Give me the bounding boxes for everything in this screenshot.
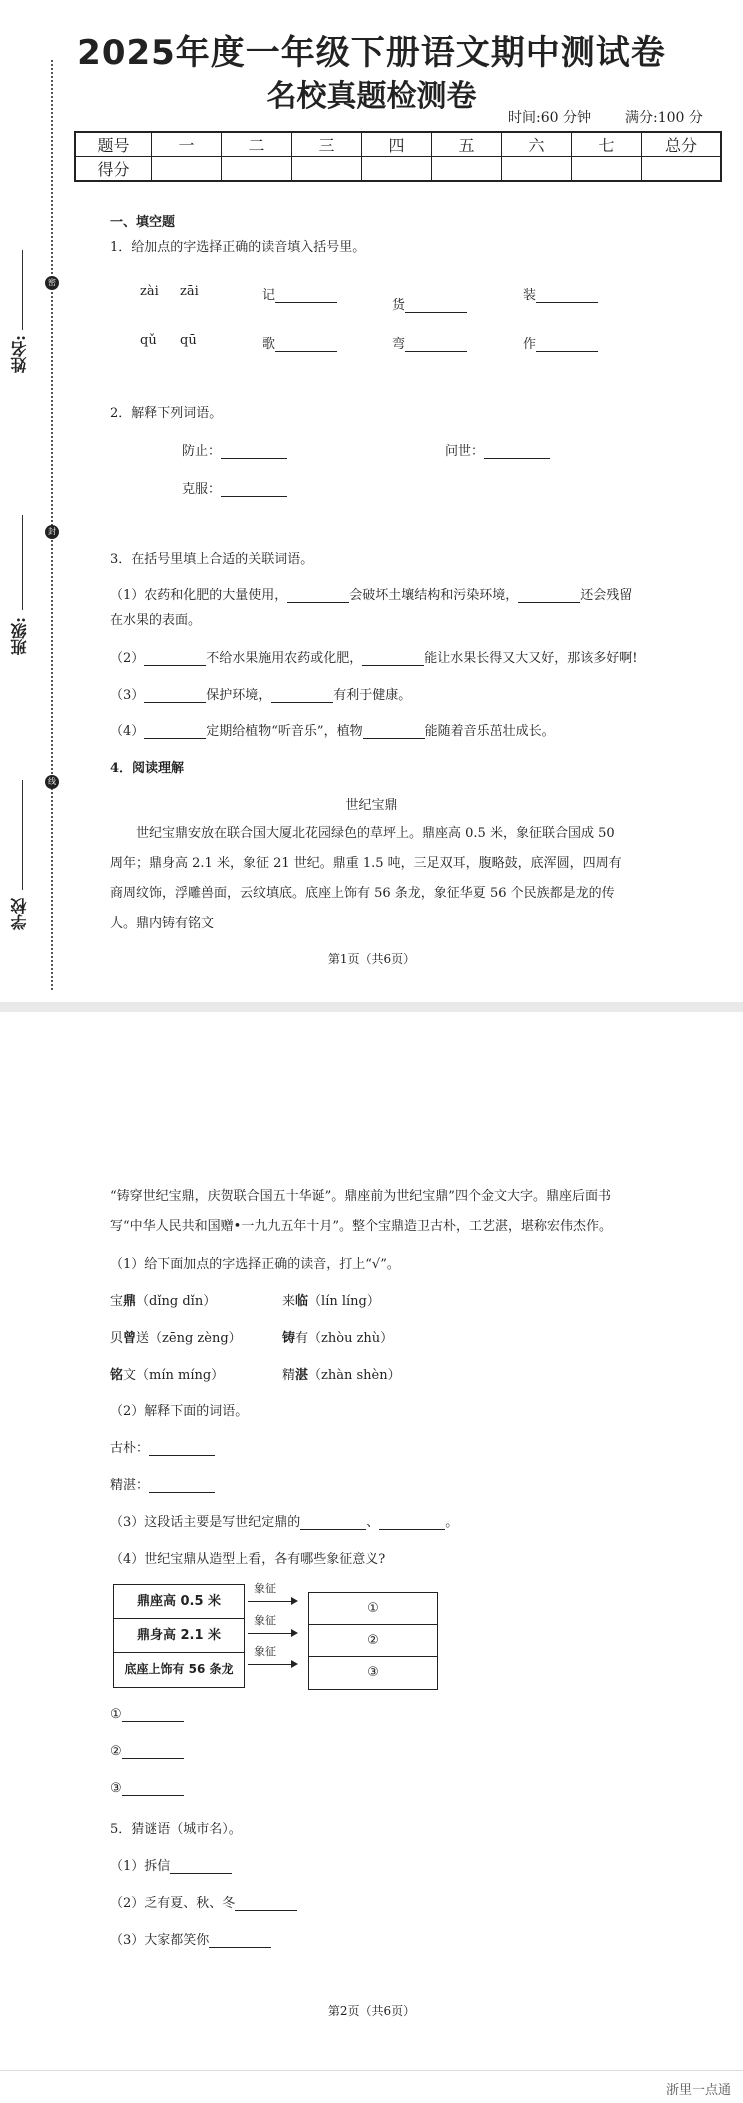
- reading-option: [110, 1327, 242, 1346]
- word: 歌: [262, 337, 276, 352]
- score-input-cell[interactable]: [222, 157, 292, 182]
- page-number: 第2页（共6页）: [327, 2004, 416, 2018]
- diagram-answer-slot[interactable]: ②: [309, 1625, 437, 1657]
- pinyin-choices[interactable]: （lín líng）: [308, 1294, 380, 1309]
- fill-item: [262, 333, 337, 352]
- seal-mark-mi: 密: [45, 276, 59, 290]
- diagram-right-box: [308, 1592, 438, 1690]
- answer-line: [110, 1781, 184, 1796]
- passage-continued: “铸穿世纪宝鼎，庆贺联合国五十华诞”。鼎座前为世纪宝鼎”四个金文大字。鼎座后面书写“中华人民共和国赠•一九九五年十月”。整个宝鼎造卫古朴，工艺湛，堪称宏伟杰作。: [110, 1189, 612, 1234]
- answer-blank[interactable]: [144, 665, 206, 666]
- fill-item: [110, 1437, 215, 1456]
- score-cell: 二: [222, 132, 292, 157]
- section-heading: 一、填空题: [110, 215, 176, 230]
- question-2: 2．解释下列词语。: [110, 406, 223, 421]
- sub-question-3: [110, 1511, 458, 1530]
- word: 装: [523, 288, 537, 303]
- footer-bar: [0, 2070, 743, 2103]
- score-cell: 四: [362, 132, 432, 157]
- dotted-char: 铭: [110, 1368, 124, 1383]
- text: （3）这段话主要是写世纪定鼎的: [110, 1515, 301, 1530]
- arrow-label: 象征: [254, 1645, 276, 1658]
- answer-blank[interactable]: [536, 351, 598, 352]
- text: （2）乏有夏、秋、冬: [110, 1896, 236, 1911]
- reading-option: [282, 1327, 393, 1346]
- brand-watermark: 浙里一点通: [665, 2083, 731, 2098]
- score-cell: 七: [572, 132, 642, 157]
- score-table-score-row: [75, 157, 721, 182]
- score-input-cell[interactable]: [152, 157, 222, 182]
- page-2: [0, 1012, 743, 2070]
- q3-item-4: [110, 720, 555, 739]
- fill-item: [523, 284, 598, 303]
- word: 弯: [392, 337, 406, 352]
- seal-sidebar: [0, 0, 70, 1002]
- word: 防止：: [182, 444, 222, 459]
- answer-blank[interactable]: [518, 602, 580, 603]
- score-cell: 六: [502, 132, 572, 157]
- score-input-cell[interactable]: [292, 157, 362, 182]
- class-line: [22, 515, 24, 610]
- text: （2）: [110, 651, 145, 666]
- seal-mark-feng: 封: [45, 525, 59, 539]
- dotted-char: 临: [295, 1294, 309, 1309]
- class-label: 班级:: [10, 617, 29, 655]
- fill-item: [392, 333, 467, 352]
- pinyin-choices[interactable]: 送（zēng zèng）: [136, 1331, 242, 1346]
- answer-blank[interactable]: [536, 302, 598, 303]
- answer-blank[interactable]: [149, 1492, 215, 1493]
- text: 贝: [110, 1331, 124, 1346]
- text: 精: [282, 1368, 296, 1383]
- riddle-item: [110, 1892, 297, 1911]
- sub-question-2: （2）解释下面的词语。: [110, 1404, 249, 1419]
- q3-item-2: [110, 647, 638, 666]
- answer-blank[interactable]: [221, 458, 287, 459]
- pinyin-option: qū: [180, 333, 197, 348]
- fill-item: [392, 294, 467, 313]
- score-cell: 题号: [75, 132, 152, 157]
- passage-title: 世纪宝鼎: [345, 798, 398, 813]
- answer-blank[interactable]: [362, 665, 424, 666]
- fill-item: [110, 1474, 215, 1493]
- score-input-cell[interactable]: [432, 157, 502, 182]
- q3-item-1-cont: 在水果的表面。: [110, 613, 202, 628]
- text: 有利于健康。: [333, 688, 412, 703]
- fill-item: [182, 440, 287, 459]
- answer-blank[interactable]: [122, 1721, 184, 1722]
- fill-item: [445, 440, 550, 459]
- arrow-icon: [248, 1664, 296, 1665]
- answer-blank[interactable]: [170, 1873, 232, 1874]
- answer-blank[interactable]: [300, 1529, 366, 1530]
- sub-question-1: （1）给下面加点的字选择正确的读音，打上“√”。: [110, 1257, 400, 1272]
- answer-blank[interactable]: [275, 351, 337, 352]
- answer-blank[interactable]: [221, 496, 287, 497]
- marker: ②: [110, 1744, 122, 1759]
- diagram-answer-slot[interactable]: ③: [367, 1665, 379, 1680]
- score-input-cell[interactable]: [362, 157, 432, 182]
- diagram-answer-slot[interactable]: ①: [309, 1593, 437, 1625]
- arrow-label: 象征: [254, 1614, 276, 1627]
- word: 古朴：: [110, 1441, 150, 1456]
- fill-item: [182, 478, 287, 497]
- arrow-label: 象征: [254, 1582, 276, 1595]
- word: 克服：: [182, 482, 222, 497]
- text: （4）: [110, 724, 145, 739]
- passage-text: 世纪宝鼎安放在联合国大厦北花园绿色的草坪上。鼎座高 0.5 米，象征联合国成 50 周年；鼎身高 2.1 米，象征 21 世纪。鼎重 1.5 吨，三足双耳，腹略鼓，底浑圆，四周有商周纹饰，浮雕兽面，云纹填底。底座上饰有 56 条龙，象征华夏 56 个民族都是龙的传人。鼎内铸有铭文: [110, 826, 622, 931]
- answer-line: [110, 1707, 184, 1722]
- riddle-item: [110, 1855, 232, 1874]
- answer-blank[interactable]: [209, 1947, 271, 1948]
- answer-blank[interactable]: [287, 602, 349, 603]
- dotted-char: 曾: [123, 1331, 137, 1346]
- reading-option: [110, 1290, 216, 1309]
- answer-blank[interactable]: [149, 1455, 215, 1456]
- pinyin-option: zài: [140, 284, 159, 299]
- text: 、: [366, 1515, 380, 1530]
- diagram-left-box: [113, 1584, 245, 1688]
- pinyin-option: zāi: [180, 284, 199, 299]
- text: 能让水果长得又大又好，那该多好啊!: [424, 651, 638, 666]
- answer-blank[interactable]: [271, 702, 333, 703]
- reading-option: [110, 1364, 224, 1383]
- reading-option: [282, 1290, 380, 1309]
- diagram-item: 鼎身高 2.1 米: [114, 1619, 244, 1653]
- answer-blank[interactable]: [484, 458, 550, 459]
- text: 还会残留: [580, 588, 633, 603]
- reading-option: [282, 1364, 401, 1383]
- score-cell: 一: [152, 132, 222, 157]
- question-4: 4．阅读理解: [110, 761, 185, 776]
- diagram-item: 底座上饰有 56 条龙: [124, 1662, 234, 1676]
- text: （1）农药和化肥的大量使用，: [110, 588, 288, 603]
- score-table-header-row: [75, 132, 721, 157]
- text: 不给水果施用农药或化肥，: [206, 651, 363, 666]
- riddle-item: [110, 1929, 271, 1948]
- q3-item-1: [110, 584, 632, 603]
- answer-blank[interactable]: [405, 351, 467, 352]
- score-input-cell[interactable]: [642, 157, 722, 182]
- question-5: 5．猜谜语（城市名）。: [110, 1822, 242, 1837]
- dotted-char: 鼎: [123, 1294, 137, 1309]
- text: （1）拆信: [110, 1859, 171, 1874]
- q3-item-3: [110, 684, 411, 703]
- text: 定期给植物“听音乐”，植物: [206, 724, 363, 739]
- text: 宝: [110, 1294, 124, 1309]
- marker: ③: [110, 1781, 122, 1796]
- text: 会破坏土壤结构和污染环境，: [349, 588, 519, 603]
- answer-blank[interactable]: [144, 702, 206, 703]
- answer-blank[interactable]: [405, 312, 467, 313]
- word: 问世：: [445, 444, 485, 459]
- full-score: 满分:100 分: [625, 110, 703, 126]
- dotted-char: 铸: [282, 1331, 296, 1346]
- school-label: 学校: [10, 898, 29, 930]
- arrow-icon: [248, 1633, 296, 1634]
- word: 作: [523, 337, 537, 352]
- answer-blank[interactable]: [379, 1529, 445, 1530]
- score-cell: 三: [292, 132, 362, 157]
- word: 货: [392, 298, 406, 313]
- fill-item: [262, 284, 337, 303]
- pinyin-choices[interactable]: （zhàn shèn）: [308, 1368, 401, 1383]
- score-cell: 得分: [75, 157, 152, 182]
- dotted-char: 湛: [295, 1368, 309, 1383]
- pinyin-choices[interactable]: （dǐng dǐn）: [136, 1294, 217, 1309]
- answer-blank[interactable]: [363, 738, 425, 739]
- answer-blank[interactable]: [275, 302, 337, 303]
- marker: ①: [110, 1707, 122, 1722]
- time-limit: 时间:60 分钟: [508, 110, 591, 126]
- arrow-icon: [248, 1601, 296, 1602]
- text: （3）大家都笑你: [110, 1933, 210, 1948]
- pinyin-choices[interactable]: 文（mín míng）: [123, 1368, 225, 1383]
- question-3: 3．在括号里填上合适的关联词语。: [110, 552, 314, 567]
- page-number: 第1页（共6页）: [327, 952, 416, 966]
- answer-line: [110, 1744, 184, 1759]
- answer-blank[interactable]: [122, 1795, 184, 1796]
- score-input-cell[interactable]: [572, 157, 642, 182]
- text: （3）: [110, 688, 145, 703]
- word: 精湛：: [110, 1478, 150, 1493]
- answer-blank[interactable]: [122, 1758, 184, 1759]
- score-table: [74, 131, 722, 182]
- pinyin-option: qǔ: [140, 333, 157, 348]
- score-cell: 五: [432, 132, 502, 157]
- score-input-cell[interactable]: [502, 157, 572, 182]
- exam-subtitle: 名校真题检测卷: [266, 79, 477, 114]
- pinyin-choices[interactable]: 有（zhòu zhù）: [295, 1331, 394, 1346]
- fill-item: [523, 333, 598, 352]
- text: 。: [445, 1515, 459, 1530]
- answer-blank[interactable]: [235, 1910, 297, 1911]
- exam-title: 2025年度一年级下册语文期中测试卷: [77, 33, 666, 73]
- text: 来: [282, 1294, 296, 1309]
- name-label: 姓名:: [10, 335, 29, 373]
- answer-blank[interactable]: [144, 738, 206, 739]
- text: 保护环境，: [206, 688, 272, 703]
- word: 记: [262, 288, 276, 303]
- seal-mark-xian: 线: [45, 775, 59, 789]
- text: 能随着音乐茁壮成长。: [424, 724, 555, 739]
- sub-question-4: （4）世纪宝鼎从造型上看，各有哪些象征意义?: [110, 1552, 386, 1567]
- question-1: 1．给加点的字选择正确的读音填入括号里。: [110, 240, 366, 255]
- diagram-item: 鼎座高 0.5 米: [114, 1585, 244, 1619]
- name-line: [22, 250, 24, 330]
- page-1: [0, 0, 743, 1002]
- score-cell: 总分: [642, 132, 722, 157]
